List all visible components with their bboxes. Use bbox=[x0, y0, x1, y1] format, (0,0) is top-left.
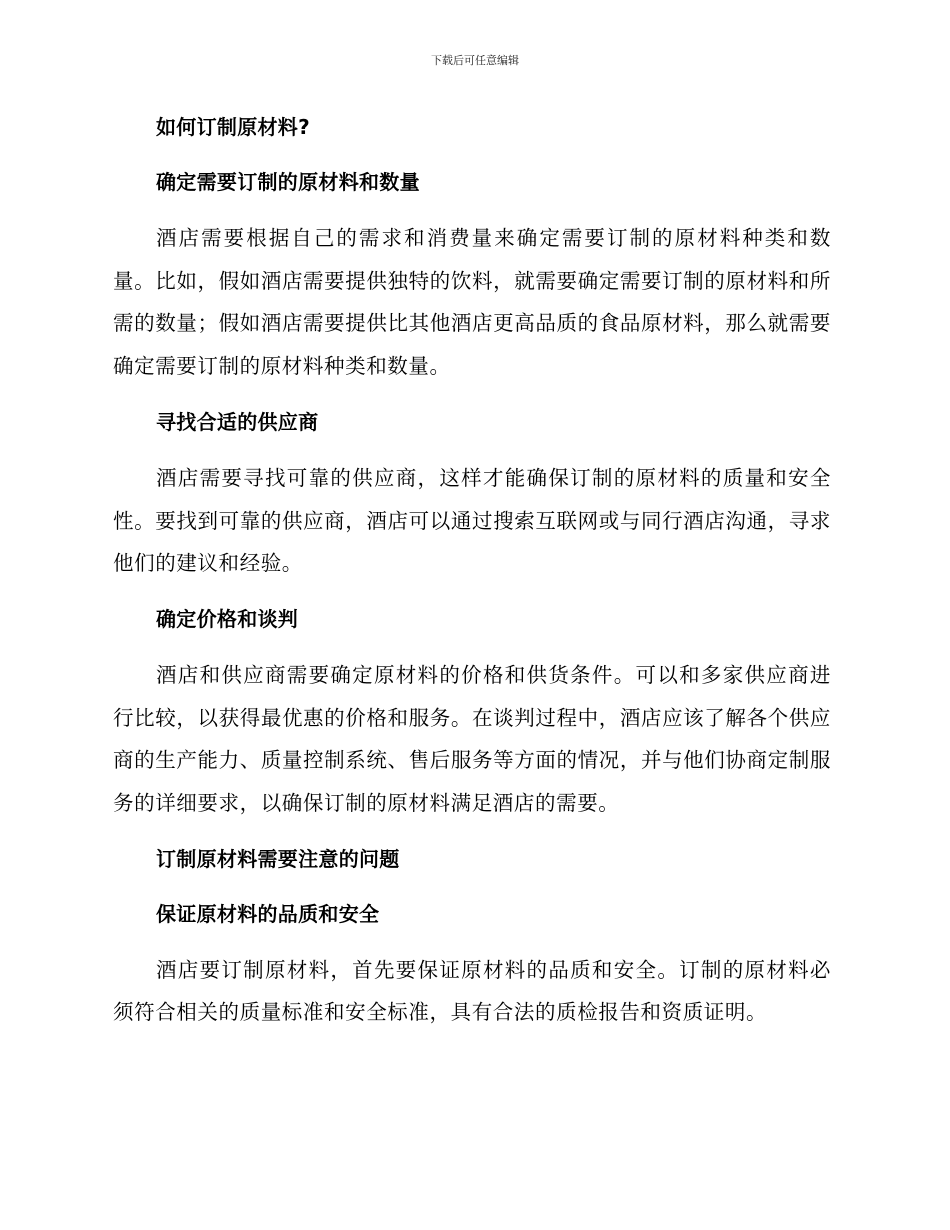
heading-find-supplier: 寻找合适的供应商 bbox=[156, 409, 319, 434]
document-body bbox=[113, 111, 831, 1034]
paragraph-find-supplier: 酒店需要寻找可靠的供应商，这样才能确保订制的原材料的质量和安全性。要找到可靠的供应商，酒店可以通过搜索互联网或与同行酒店沟通，寻求他们的建议和经验。 bbox=[113, 465, 831, 576]
paragraph-quality-safety: 酒店要订制原材料，首先要保证原材料的品质和安全。订制的原材料必须符合相关的质量标准和安全标准，具有合法的质检报告和资质证明。 bbox=[113, 957, 831, 1025]
heading-quality-safety: 保证原材料的品质和安全 bbox=[156, 901, 380, 926]
paragraph-determine-materials: 酒店需要根据自己的需求和消费量来确定需要订制的原材料种类和数量。比如，假如酒店需要提供独特的饮料，就需要确定需要订制的原材料和所需的数量；假如酒店需要提供比其他酒店更高品质的食品原材料，那么就需要确定需要订制的原材料种类和数量。 bbox=[113, 226, 831, 379]
heading-price-negotiation: 确定价格和谈判 bbox=[156, 606, 299, 631]
heading-notes: 订制原材料需要注意的问题 bbox=[156, 846, 400, 871]
paragraph-price-negotiation: 酒店和供应商需要确定原材料的价格和供货条件。可以和多家供应商进行比较，以获得最优惠的价格和服务。在谈判过程中，酒店应该了解各个供应商的生产能力、质量控制系统、售后服务等方面的情况，并与他们协商定制服务的详细要求，以确保订制的原材料满足酒店的需要。 bbox=[113, 662, 831, 816]
page-header: 下载后可任意编辑 bbox=[431, 54, 519, 67]
heading-determine-materials: 确定需要订制的原材料和数量 bbox=[156, 170, 420, 194]
heading-how-to-order: 如何订制原材料? bbox=[156, 115, 311, 139]
